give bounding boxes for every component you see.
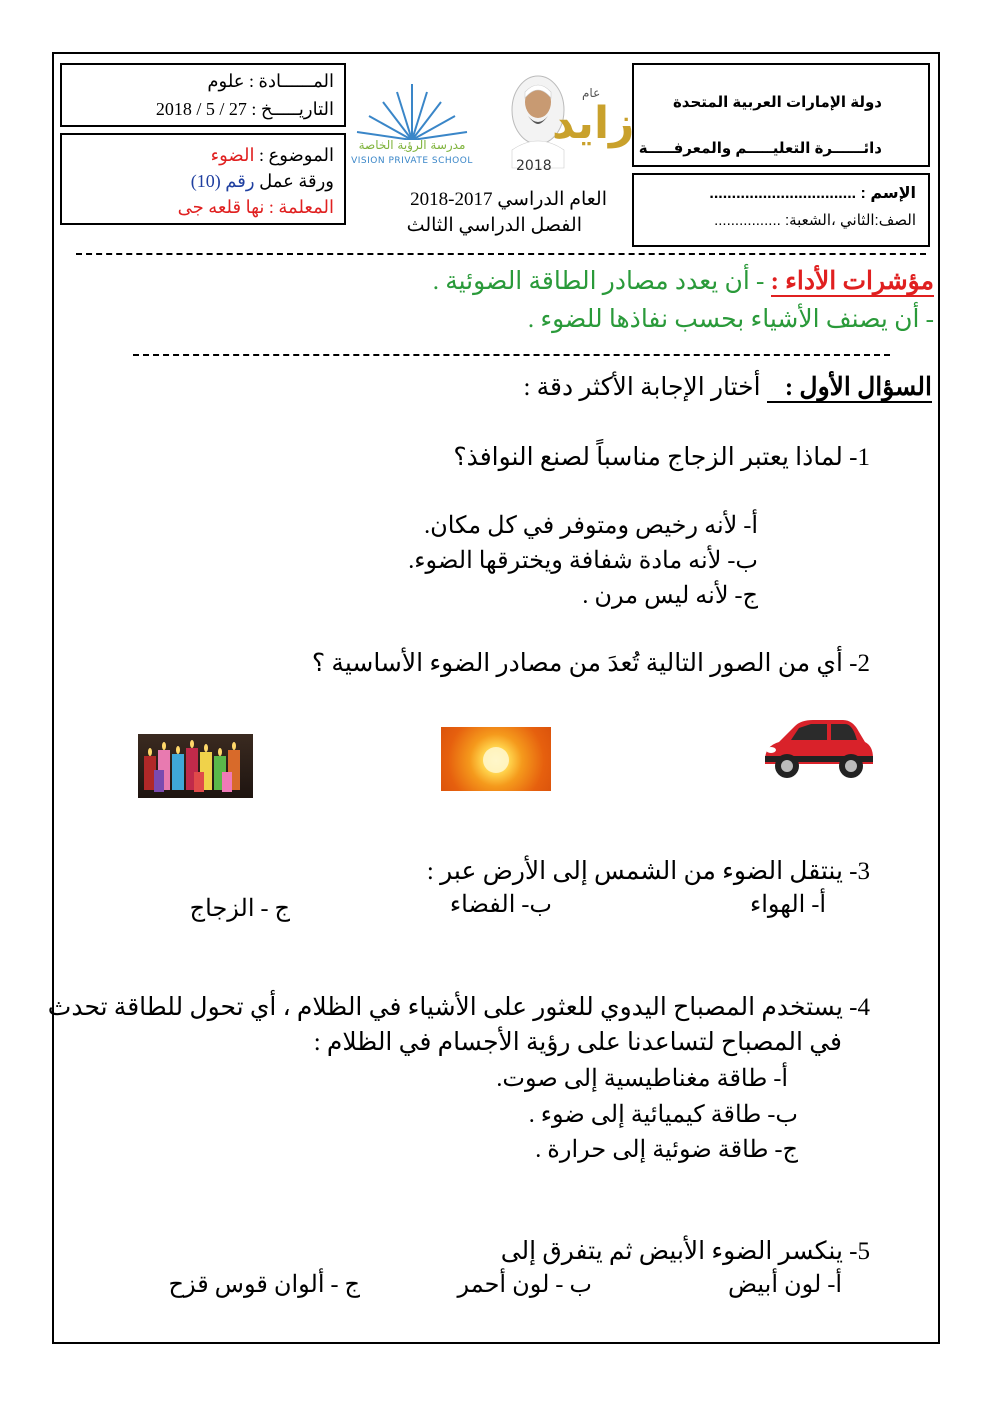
- indicators-separator: [133, 354, 890, 356]
- indicators-line-1: [433, 266, 934, 296]
- subject: المــــــادة : علوم: [207, 71, 334, 91]
- car-image: [757, 712, 877, 784]
- q5-option-c: ج - ألوان قوس قزح: [168, 1272, 360, 1298]
- q2-text: 2- أي من الصور التالية تُعدَ من مصادر الضوء الأساسية ؟: [311, 650, 870, 677]
- header-separator: [76, 253, 926, 255]
- teacher-name: المعلمة : نها قلعه جى: [177, 197, 334, 217]
- q4-option-b: ب- طاقة كيميائية إلى ضوء .: [528, 1102, 798, 1128]
- class-row: الصف:الثاني ،الشعبة: ................: [714, 212, 916, 229]
- department-name: دائــــــرة التعليـــــم والمعرفـــــة: [638, 140, 882, 157]
- student-name-row: [709, 183, 916, 203]
- ministry-box: [632, 63, 930, 167]
- sun-icon: [441, 727, 551, 791]
- subject-box: [60, 63, 346, 127]
- school-logo: [347, 80, 477, 175]
- q1-option-a: أ- لأنه رخيص ومتوفر في كل مكان.: [424, 513, 758, 539]
- q1-option-b: ب- لأنه مادة شفافة ويخترقها الضوء.: [408, 548, 758, 574]
- name-label: الإسم :: [860, 185, 916, 202]
- school-name-ar: مدرسة الرؤية الخاصة: [358, 138, 466, 152]
- topic-value: الضوء: [210, 145, 255, 165]
- q5-option-a: أ- لون أبيض: [728, 1272, 842, 1298]
- q1-text: 1- لماذا يعتبر الزجاج مناسباً لصنع النوافذ؟: [453, 444, 870, 471]
- term: الفصل الدراسي الثالث: [406, 215, 582, 236]
- name-dots: .................................: [709, 185, 857, 202]
- car-icon: [757, 712, 877, 784]
- q5-option-b: ب - لون أحمر: [457, 1272, 592, 1298]
- zayed-text: زايد: [552, 98, 635, 149]
- q4-line-1: 4- يستخدم المصباح اليدوي للعثور على الأشياء في الظلام ، أي تحول للطاقة تحدث: [47, 994, 870, 1021]
- academic-year: العام الدراسي 2017-2018: [410, 189, 607, 210]
- q1-option-c: ج- لأنه ليس مرن .: [582, 583, 758, 609]
- q3-option-b: ب- الفضاء: [449, 892, 552, 918]
- topic-label: الموضوع :: [254, 145, 334, 165]
- country-name: دولة الإمارات العربية المتحدة: [672, 94, 882, 111]
- indicator-item-1: - أن يعدد مصادر الطاقة الضوئية .: [432, 268, 771, 295]
- topic-box: [60, 133, 346, 225]
- question-one-label: السؤال الأول :: [767, 374, 932, 403]
- q4-line-2: في المصباح لتساعدنا على رؤية الأجسام في الظلام :: [313, 1029, 842, 1056]
- indicators-label: مؤشرات الأداء :: [770, 268, 934, 295]
- sheet-number: رقم (10): [190, 171, 255, 191]
- question-one-instruction: أختار الإجابة الأكثر دقة :: [523, 374, 767, 401]
- student-info-box: [632, 173, 930, 247]
- q5-text: 5- ينكسر الضوء الأبيض ثم يتفرق إلى: [500, 1238, 870, 1265]
- sheet-label: ورقة عمل: [254, 171, 334, 191]
- candles-icon: [138, 734, 253, 798]
- date: التاريـــــخ : 27 / 5 / 2018: [155, 99, 334, 119]
- zayed-year: 2018: [516, 158, 552, 174]
- zayed-am: عام: [582, 86, 601, 100]
- topic-row: [211, 145, 334, 166]
- sunburst-logo-icon: [347, 80, 477, 140]
- indicator-item-2: - أن يصنف الأشياء بحسب نفاذها للضوء .: [527, 306, 934, 333]
- q3-option-a: أ- الهواء: [749, 892, 826, 918]
- candles-image: [138, 734, 253, 798]
- school-name-en: VISION PRIVATE SCHOOL: [351, 156, 473, 166]
- q4-option-a: أ- طاقة مغناطيسية إلى صوت.: [496, 1066, 788, 1092]
- q3-option-c: ج - الزجاج: [189, 896, 290, 922]
- q4-option-c: ج- طاقة ضوئية إلى حرارة .: [535, 1137, 798, 1163]
- zayed-year-logo: [490, 58, 635, 178]
- sun-image: [441, 727, 551, 791]
- q3-text: 3- ينتقل الضوء من الشمس إلى الأرض عبر :: [426, 858, 870, 885]
- sheet-row: [191, 171, 334, 192]
- question-one-header: [523, 372, 932, 402]
